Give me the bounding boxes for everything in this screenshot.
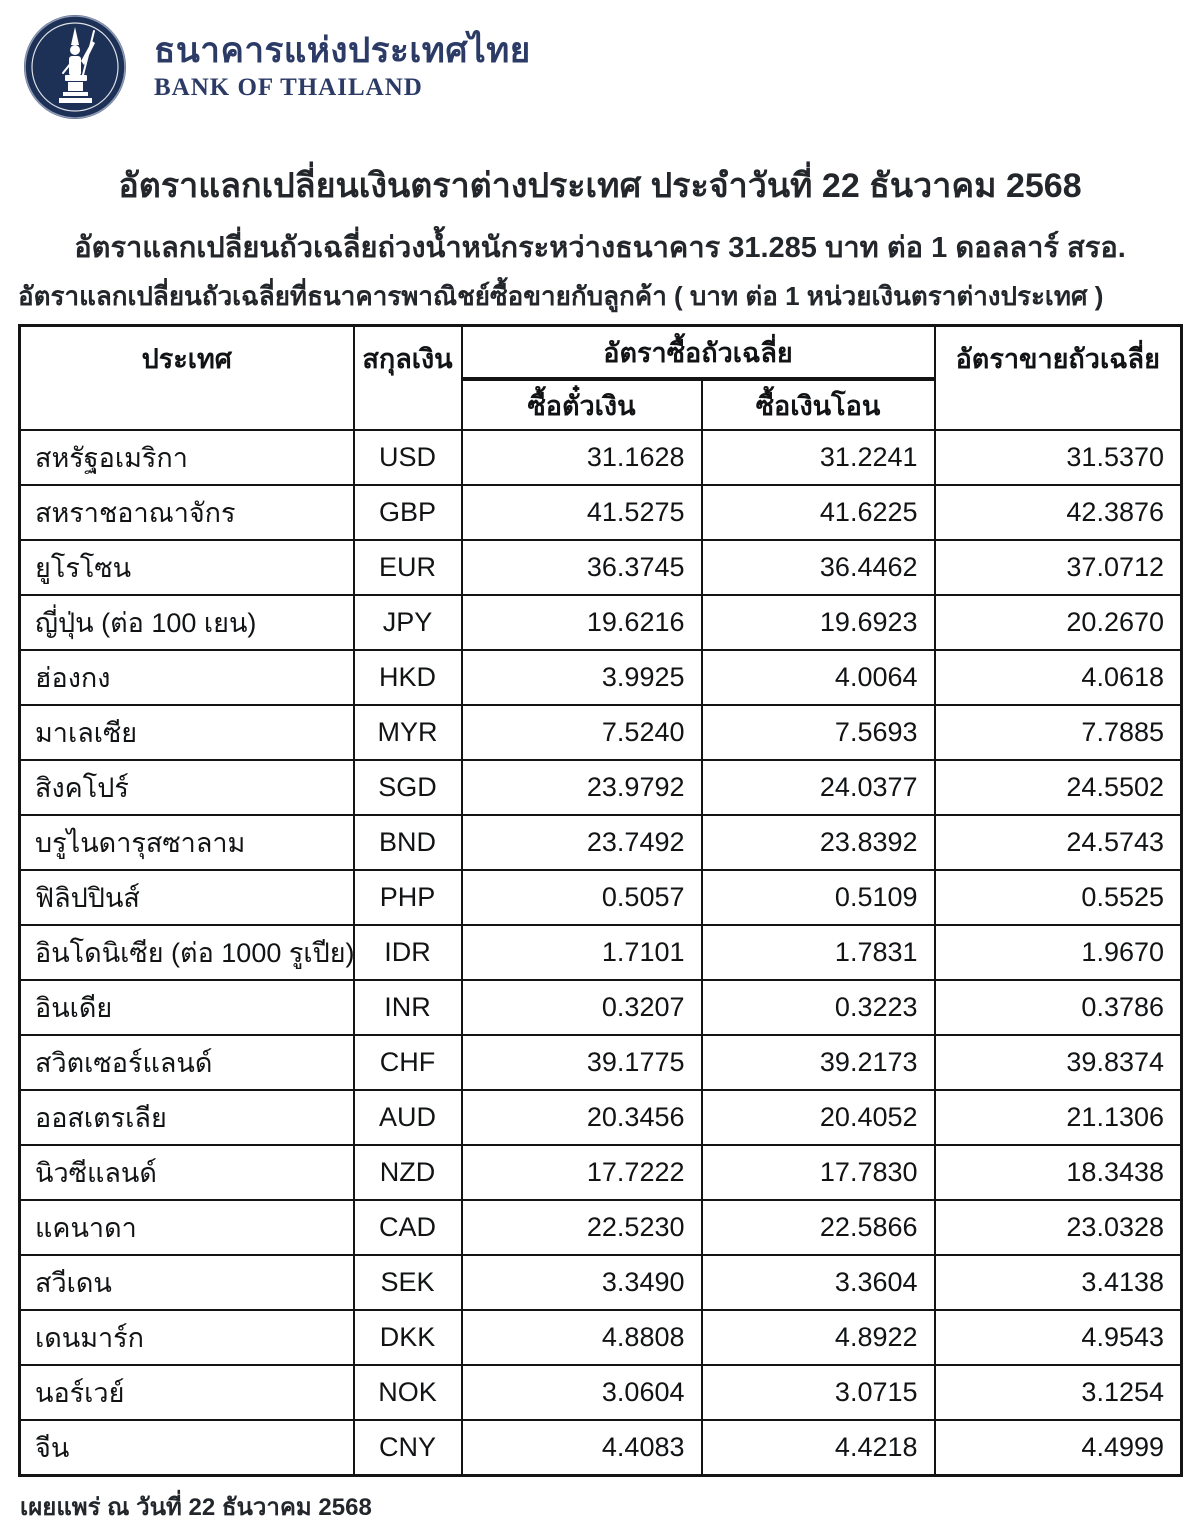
bill-buying-cell: 22.5230 (462, 1200, 702, 1255)
country-cell: ญี่ปุ่น (ต่อ 100 เยน) (20, 595, 354, 650)
currency-cell: GBP (354, 485, 462, 540)
transfer-buying-cell: 4.0064 (702, 650, 935, 705)
selling-cell: 39.8374 (935, 1035, 1182, 1090)
selling-cell: 23.0328 (935, 1200, 1182, 1255)
table-row (20, 595, 1182, 650)
transfer-buying-cell: 17.7830 (702, 1145, 935, 1200)
table-row (20, 430, 1182, 485)
currency-cell: NZD (354, 1145, 462, 1200)
country-cell: แคนาดา (20, 1200, 354, 1255)
interbank-rate-line: อัตราแลกเปลี่ยนถัวเฉลี่ยถ่วงน้ำหนักระหว่างธนาคาร 31.285 บาท ต่อ 1 ดอลลาร์ สรอ. (74, 232, 1126, 264)
table-header (20, 326, 1182, 431)
table-row (20, 1090, 1182, 1145)
bot-emblem-icon (22, 13, 128, 121)
transfer-buying-cell: 36.4462 (702, 540, 935, 595)
transfer-buying-cell: 4.4218 (702, 1420, 935, 1476)
table-row (20, 760, 1182, 815)
currency-cell: MYR (354, 705, 462, 760)
table-row (20, 1310, 1182, 1365)
currency-cell: BND (354, 815, 462, 870)
col-header-bill-buying: ซื้อตั๋วเงิน (462, 379, 702, 430)
transfer-buying-cell: 31.2241 (702, 430, 935, 485)
bill-buying-cell: 31.1628 (462, 430, 702, 485)
col-header-transfer-buying: ซื้อเงินโอน (702, 379, 935, 430)
currency-cell: NOK (354, 1365, 462, 1420)
transfer-buying-cell: 22.5866 (702, 1200, 935, 1255)
selling-cell: 42.3876 (935, 485, 1182, 540)
currency-cell: DKK (354, 1310, 462, 1365)
selling-cell: 4.9543 (935, 1310, 1182, 1365)
selling-cell: 3.4138 (935, 1255, 1182, 1310)
country-cell: สวิตเซอร์แลนด์ (20, 1035, 354, 1090)
bill-buying-cell: 41.5275 (462, 485, 702, 540)
currency-cell: IDR (354, 925, 462, 980)
selling-cell: 1.9670 (935, 925, 1182, 980)
transfer-buying-cell: 3.3604 (702, 1255, 935, 1310)
selling-cell: 20.2670 (935, 595, 1182, 650)
selling-cell: 24.5743 (935, 815, 1182, 870)
exchange-rates-table (18, 324, 1183, 1477)
country-cell: ออสเตรเลีย (20, 1090, 354, 1145)
table-row (20, 815, 1182, 870)
selling-cell: 0.3786 (935, 980, 1182, 1035)
transfer-buying-cell: 39.2173 (702, 1035, 935, 1090)
selling-cell: 4.0618 (935, 650, 1182, 705)
country-cell: อินโดนิเซีย (ต่อ 1000 รูเปีย) (20, 925, 354, 980)
brand-header (0, 0, 1200, 122)
brand-name-english: BANK OF THAILAND (154, 73, 423, 101)
transfer-buying-cell: 0.5109 (702, 870, 935, 925)
bill-buying-cell: 23.9792 (462, 760, 702, 815)
currency-cell: AUD (354, 1090, 462, 1145)
transfer-buying-cell: 19.6923 (702, 595, 935, 650)
transfer-buying-cell: 1.7831 (702, 925, 935, 980)
table-row (20, 705, 1182, 760)
selling-cell: 7.7885 (935, 705, 1182, 760)
bill-buying-cell: 17.7222 (462, 1145, 702, 1200)
country-cell: จีน (20, 1420, 354, 1476)
selling-cell: 24.5502 (935, 760, 1182, 815)
bulletin-body (0, 164, 1200, 1526)
bill-buying-cell: 3.0604 (462, 1365, 702, 1420)
country-cell: ฮ่องกง (20, 650, 354, 705)
table-row (20, 650, 1182, 705)
bill-buying-cell: 3.9925 (462, 650, 702, 705)
transfer-buying-cell: 23.8392 (702, 815, 935, 870)
country-cell: เดนมาร์ก (20, 1310, 354, 1365)
customer-rate-note: อัตราแลกเปลี่ยนถัวเฉลี่ยที่ธนาคารพาณิชย์ซื้อขายกับลูกค้า ( บาท ต่อ 1 หน่วยเงินตราต่างประเทศ ) (18, 281, 1104, 311)
bill-buying-cell: 20.3456 (462, 1090, 702, 1145)
currency-cell: CNY (354, 1420, 462, 1476)
table-row (20, 870, 1182, 925)
currency-cell: EUR (354, 540, 462, 595)
bill-buying-cell: 36.3745 (462, 540, 702, 595)
bill-buying-cell: 4.4083 (462, 1420, 702, 1476)
col-header-country: ประเทศ (20, 326, 354, 431)
table-row (20, 485, 1182, 540)
transfer-buying-cell: 24.0377 (702, 760, 935, 815)
rates-tbody (20, 430, 1182, 1476)
selling-cell: 3.1254 (935, 1365, 1182, 1420)
currency-cell: USD (354, 430, 462, 485)
table-row (20, 1035, 1182, 1090)
country-cell: มาเลเซีย (20, 705, 354, 760)
selling-cell: 21.1306 (935, 1090, 1182, 1145)
table-row (20, 925, 1182, 980)
selling-cell: 18.3438 (935, 1145, 1182, 1200)
currency-cell: HKD (354, 650, 462, 705)
bill-buying-cell: 4.8808 (462, 1310, 702, 1365)
selling-cell: 4.4999 (935, 1420, 1182, 1476)
bill-buying-cell: 19.6216 (462, 595, 702, 650)
country-cell: นิวซีแลนด์ (20, 1145, 354, 1200)
transfer-buying-cell: 20.4052 (702, 1090, 935, 1145)
country-cell: ยูโรโซน (20, 540, 354, 595)
table-row (20, 540, 1182, 595)
main-title: อัตราแลกเปลี่ยนเงินตราต่างประเทศ ประจำวันที่ 22 ธันวาคม 2568 (118, 167, 1082, 205)
bill-buying-cell: 0.3207 (462, 980, 702, 1035)
country-cell: นอร์เวย์ (20, 1365, 354, 1420)
transfer-buying-cell: 3.0715 (702, 1365, 935, 1420)
transfer-buying-cell: 41.6225 (702, 485, 935, 540)
transfer-buying-cell: 7.5693 (702, 705, 935, 760)
table-row (20, 980, 1182, 1035)
country-cell: สหรัฐอเมริกา (20, 430, 354, 485)
table-row (20, 1365, 1182, 1420)
country-cell: สิงคโปร์ (20, 760, 354, 815)
table-row (20, 1255, 1182, 1310)
col-header-buying-group: อัตราซื้อถัวเฉลี่ย (462, 326, 935, 380)
currency-cell: CHF (354, 1035, 462, 1090)
table-row (20, 1420, 1182, 1476)
currency-cell: JPY (354, 595, 462, 650)
currency-cell: INR (354, 980, 462, 1035)
selling-cell: 0.5525 (935, 870, 1182, 925)
bill-buying-cell: 39.1775 (462, 1035, 702, 1090)
country-cell: สหราชอาณาจักร (20, 485, 354, 540)
country-cell: สวีเดน (20, 1255, 354, 1310)
bill-buying-cell: 23.7492 (462, 815, 702, 870)
brand-name-thai: ธนาคารแห่งประเทศไทย (154, 31, 531, 71)
selling-cell: 37.0712 (935, 540, 1182, 595)
publish-date: เผยแพร่ ณ วันที่ 22 ธันวาคม 2568 (20, 1494, 372, 1521)
currency-cell: SGD (354, 760, 462, 815)
currency-cell: SEK (354, 1255, 462, 1310)
table-row (20, 1145, 1182, 1200)
bill-buying-cell: 1.7101 (462, 925, 702, 980)
currency-cell: CAD (354, 1200, 462, 1255)
col-header-selling: อัตราขายถัวเฉลี่ย (935, 326, 1182, 431)
table-row (20, 1200, 1182, 1255)
country-cell: ฟิลิปปินส์ (20, 870, 354, 925)
selling-cell: 31.5370 (935, 430, 1182, 485)
brand-text-block (154, 32, 531, 102)
bill-buying-cell: 7.5240 (462, 705, 702, 760)
col-header-currency: สกุลเงิน (354, 326, 462, 431)
country-cell: อินเดีย (20, 980, 354, 1035)
bill-buying-cell: 3.3490 (462, 1255, 702, 1310)
country-cell: บรูไนดารุสซาลาม (20, 815, 354, 870)
currency-cell: PHP (354, 870, 462, 925)
transfer-buying-cell: 4.8922 (702, 1310, 935, 1365)
transfer-buying-cell: 0.3223 (702, 980, 935, 1035)
bill-buying-cell: 0.5057 (462, 870, 702, 925)
